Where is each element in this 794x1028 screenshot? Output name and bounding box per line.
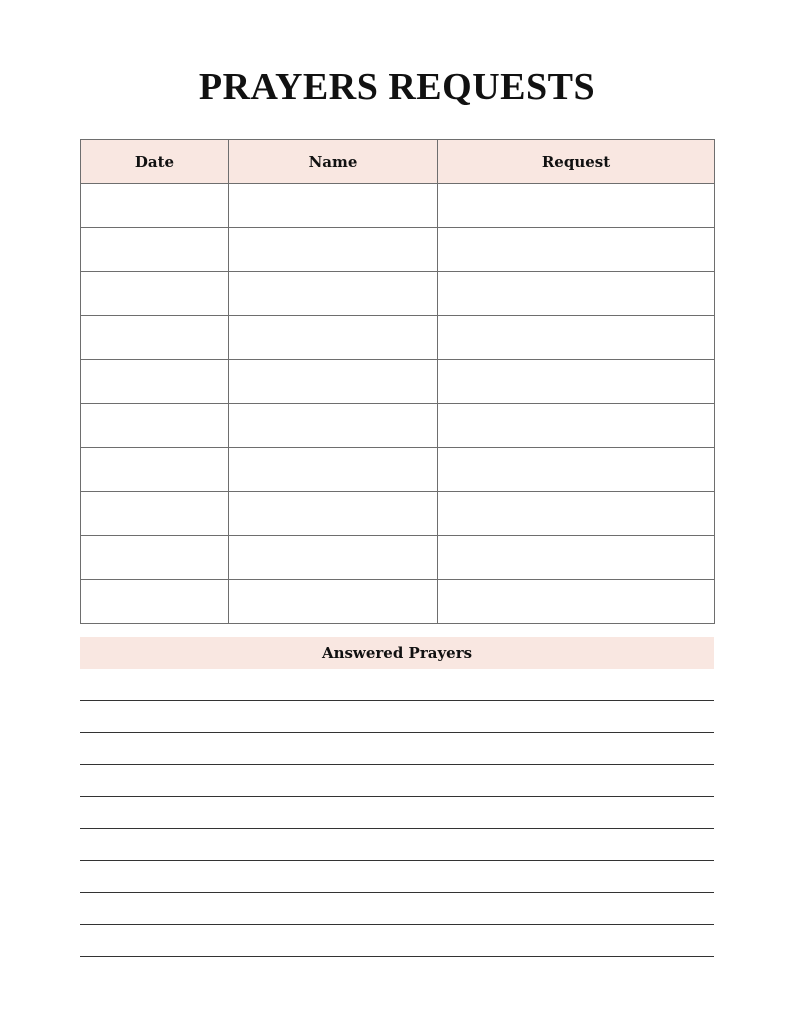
table-body [81, 184, 715, 624]
name-cell[interactable] [229, 536, 438, 580]
answer-writing-line[interactable] [80, 956, 714, 957]
request-cell[interactable] [438, 536, 715, 580]
answer-writing-line[interactable] [80, 796, 714, 797]
request-cell[interactable] [438, 228, 715, 272]
date-cell[interactable] [81, 448, 229, 492]
table-row [81, 272, 715, 316]
request-cell[interactable] [438, 316, 715, 360]
table-header-row [81, 140, 715, 184]
name-cell[interactable] [229, 404, 438, 448]
answer-writing-line[interactable] [80, 860, 714, 861]
answered-prayers-header: Answered Prayers [80, 637, 714, 669]
name-cell[interactable] [229, 272, 438, 316]
date-cell[interactable] [81, 184, 229, 228]
table-row [81, 404, 715, 448]
prayer-requests-table [80, 139, 715, 624]
answer-writing-line[interactable] [80, 732, 714, 733]
table-row [81, 360, 715, 404]
name-cell[interactable] [229, 448, 438, 492]
page-title: PRAYERS REQUESTS [198, 66, 596, 108]
name-cell[interactable] [229, 316, 438, 360]
date-cell[interactable] [81, 360, 229, 404]
answer-writing-line[interactable] [80, 892, 714, 893]
date-cell[interactable] [81, 272, 229, 316]
table-row [81, 228, 715, 272]
table-row [81, 316, 715, 360]
answer-writing-line[interactable] [80, 924, 714, 925]
request-cell[interactable] [438, 492, 715, 536]
name-cell[interactable] [229, 360, 438, 404]
request-cell[interactable] [438, 448, 715, 492]
date-cell[interactable] [81, 228, 229, 272]
table-row [81, 184, 715, 228]
date-cell[interactable] [81, 580, 229, 624]
answer-writing-line[interactable] [80, 764, 714, 765]
date-cell[interactable] [81, 404, 229, 448]
table-row [81, 580, 715, 624]
request-cell[interactable] [438, 360, 715, 404]
date-column-header: Date [81, 140, 229, 184]
date-cell[interactable] [81, 536, 229, 580]
name-cell[interactable] [229, 580, 438, 624]
request-cell[interactable] [438, 272, 715, 316]
table-row [81, 448, 715, 492]
date-cell[interactable] [81, 492, 229, 536]
request-cell[interactable] [438, 404, 715, 448]
name-cell[interactable] [229, 228, 438, 272]
table-row [81, 536, 715, 580]
name-cell[interactable] [229, 184, 438, 228]
table-row [81, 492, 715, 536]
answer-writing-line[interactable] [80, 700, 714, 701]
date-cell[interactable] [81, 316, 229, 360]
name-cell[interactable] [229, 492, 438, 536]
answer-writing-line[interactable] [80, 828, 714, 829]
request-column-header: Request [438, 140, 715, 184]
request-cell[interactable] [438, 580, 715, 624]
request-cell[interactable] [438, 184, 715, 228]
name-column-header: Name [229, 140, 438, 184]
